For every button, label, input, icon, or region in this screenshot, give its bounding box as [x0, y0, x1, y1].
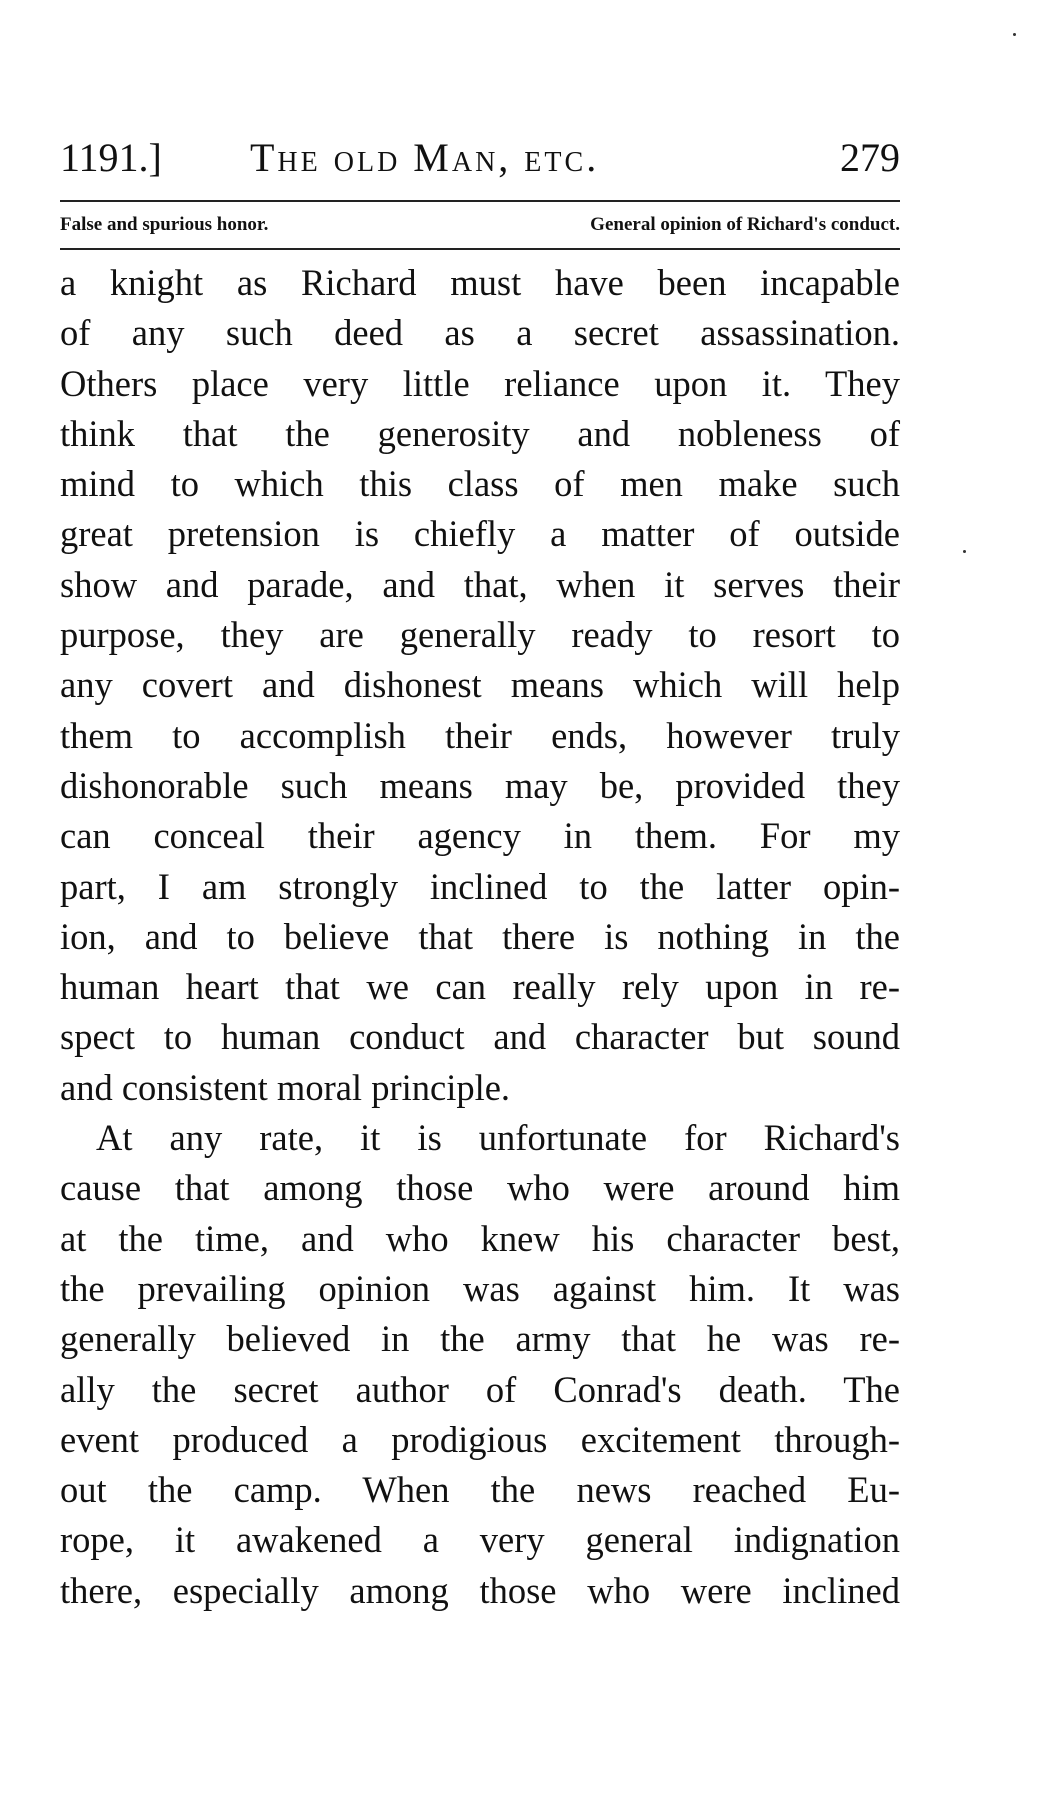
text-line: mind to which this class of men make such [60, 463, 900, 505]
paragraph-2 [60, 1113, 900, 1616]
text-line: part, I am strongly inclined to the latter opin- [60, 865, 900, 907]
text-line: there, especially among those who were inclined [60, 1569, 900, 1611]
subhead-right: General opinion of Richard's conduct. [590, 214, 900, 235]
text-line: human heart that we can really rely upon in re- [60, 966, 900, 1008]
text-line: think that the generosity and nobleness of [60, 412, 900, 454]
text-line: rope, it awakened a very general indignation [60, 1519, 900, 1561]
text-line: at the time, and who knew his character best, [60, 1217, 900, 1259]
text-line: any covert and dishonest means which will help [60, 664, 900, 706]
text-line: of any such deed as a secret assassination. [60, 312, 900, 354]
text-line: ion, and to believe that there is nothing in the [60, 915, 900, 957]
text-line: spect to human conduct and character but sound [60, 1016, 900, 1058]
marginal-subhead [60, 206, 900, 244]
text-line: Others place very little reliance upon it. They [60, 362, 900, 404]
paragraph-1 [60, 258, 900, 1113]
header-rule-top [60, 200, 900, 202]
text-line: generally believed in the army that he was re- [60, 1318, 900, 1360]
text-line: At any rate, it is unfortunate for Richard's [96, 1117, 900, 1159]
section-marker: 1191.] [60, 135, 162, 180]
text-line: event produced a prodigious excitement through- [60, 1418, 900, 1460]
body-text [60, 258, 900, 1616]
text-line: and consistent moral principle. [60, 1066, 511, 1108]
text-line: great pretension is chiefly a matter of outside [60, 513, 900, 555]
text-line: can conceal their agency in them. For my [60, 815, 900, 857]
scan-speck [1013, 33, 1016, 36]
running-head [60, 128, 900, 188]
text-line: them to accomplish their ends, however truly [60, 714, 900, 756]
text-line: purpose, they are generally ready to resort to [60, 614, 900, 656]
text-line: show and parade, and that, when it serves their [60, 563, 900, 605]
text-line: dishonorable such means may be, provided they [60, 764, 900, 806]
text-line: ally the secret author of Conrad's death. The [60, 1368, 900, 1410]
page-number: 279 [840, 135, 900, 180]
text-line: the prevailing opinion was against him. It was [60, 1267, 900, 1309]
header-rule-bottom [60, 248, 900, 250]
subhead-left: False and spurious honor. [60, 214, 269, 235]
text-line: a knight as Richard must have been incapable [60, 262, 900, 303]
book-page [60, 0, 900, 1793]
scan-speck [963, 550, 966, 553]
text-line: cause that among those who were around him [60, 1167, 900, 1209]
text-line: out the camp. When the news reached Eu- [60, 1469, 900, 1511]
running-title: The old Man, etc. [250, 135, 600, 180]
